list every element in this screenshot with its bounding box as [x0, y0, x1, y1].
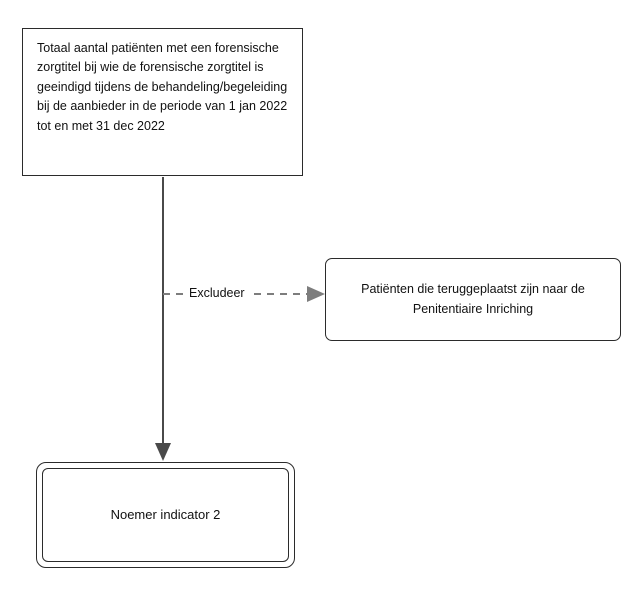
denominator-box [36, 462, 295, 568]
exclusion-text: Patiënten die teruggeplaatst zijn naar de Penitentiaire Inriching [361, 282, 585, 316]
exclusion-box [325, 258, 621, 341]
source-population-box [22, 28, 303, 176]
denominator-text: Noemer indicator 2 [110, 506, 221, 522]
source-population-text: Totaal aantal patiënten met een forensische zorgtitel bij wie de forensische zorgtitel is geeindigd tijdens de behandeling/begeleiding bij de aanbieder in de periode van 1 jan 2022 tot en met 31 dec 2022 [37, 41, 288, 133]
exclude-edge-label: Excludeer [186, 286, 248, 300]
